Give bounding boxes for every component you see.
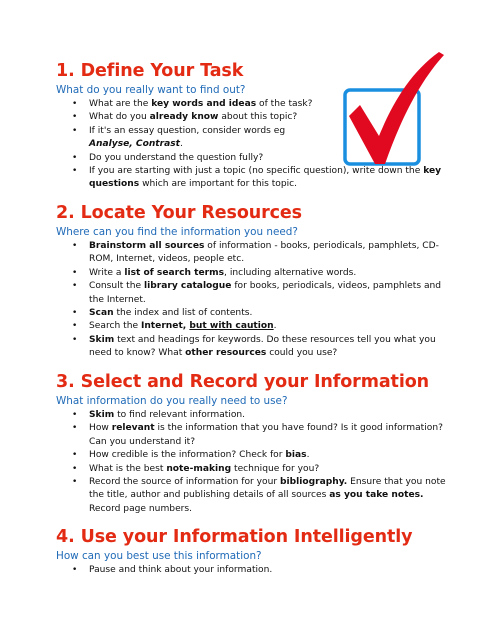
text-run: but with caution (189, 321, 274, 332)
list-item (56, 280, 448, 307)
list-item (56, 463, 448, 476)
text-run: Write a (89, 267, 125, 278)
text-run: Pause and think about your information. (89, 565, 273, 575)
text-run: If you are starting with just a topic (no specific question), write down the (89, 166, 424, 177)
text-run: Analyse, Contrast (89, 139, 181, 150)
section-question: How can you best use this information? (56, 550, 262, 562)
bullet-list (56, 564, 448, 577)
text-run: of the task? (256, 99, 313, 109)
text-run: . (273, 321, 277, 332)
text-run: Search the (89, 321, 141, 332)
text-run: Skim (89, 334, 115, 345)
red-checkmark-in-box-icon (341, 50, 445, 170)
text-run: list of search terms (124, 267, 225, 278)
list-item (56, 320, 448, 333)
text-run: bibliography. (279, 477, 348, 488)
section-heading: 4. Use your Information Intelligently (56, 527, 413, 547)
text-run: to find relevant information. (114, 410, 246, 420)
bullet-list (56, 409, 448, 516)
text-run: If it's an essay question, consider words eg (89, 125, 286, 136)
list-item (56, 409, 448, 422)
text-run: What do you (89, 112, 150, 123)
text-run: of information - books, periodicals, pamphlets, CD-ROM, Internet, videos, people etc. (89, 241, 439, 265)
text-run: key questions (89, 166, 442, 190)
section-heading: 1. Define Your Task (56, 61, 244, 81)
text-run: Skim (89, 410, 115, 420)
text-run: . (180, 139, 183, 150)
section-question: What do you really want to find out? (56, 84, 246, 96)
section-heading: 3. Select and Record your Information (56, 372, 430, 392)
section-locate-resources (56, 203, 448, 361)
text-run: for books, periodicals, videos, pamphlets and the Internet. (89, 281, 442, 305)
text-run: Internet, (140, 321, 190, 332)
list-item (56, 422, 448, 449)
text-run: other resources (185, 348, 267, 359)
section-select-record (56, 372, 448, 516)
text-run: Brainstorm all sources (89, 241, 205, 251)
text-run: Do you understand the question fully? (89, 152, 264, 163)
text-run: already know (149, 112, 219, 123)
text-run: which are important for this topic. (139, 179, 298, 190)
text-run: note-making (166, 463, 232, 474)
list-item (56, 240, 448, 267)
text-run: How credible is the information? Check for (89, 450, 286, 461)
text-run: What are the (89, 99, 152, 109)
text-run: Record the source of information for your (89, 477, 280, 488)
text-run: Consult the (89, 281, 144, 292)
text-run: as you take notes. (329, 490, 424, 501)
text-run: library catalogue (143, 281, 232, 292)
text-run: the index and list of contents. (113, 308, 253, 319)
bullet-list (56, 240, 448, 361)
text-run: How (89, 423, 112, 434)
text-run: bias (285, 450, 307, 461)
section-question: Where can you find the information you need? (56, 226, 298, 238)
list-item (56, 307, 448, 320)
text-run: technique for you? (231, 463, 320, 474)
list-item (56, 334, 448, 361)
list-item (56, 267, 448, 280)
text-run: , including alternative words. (224, 267, 357, 278)
text-run: . (306, 450, 310, 461)
text-run: about this topic? (218, 112, 298, 123)
text-run: key words and ideas (151, 99, 257, 109)
text-run: text and headings for keywords. Do these resources tell you what you need to know? What (89, 334, 436, 359)
text-run: relevant (111, 423, 155, 434)
text-run: Ensure that you note the title, author and publishing details of all sources (89, 477, 446, 501)
section-use-information (56, 527, 448, 577)
list-item (56, 476, 448, 516)
text-run: is the information that you have found? Is it good information? Can you understand it? (89, 423, 443, 447)
text-run: Scan (89, 308, 114, 319)
text-run: could you use? (266, 348, 338, 359)
list-item (56, 449, 448, 462)
section-heading: 2. Locate Your Resources (56, 203, 303, 223)
text-run: Record page numbers. (89, 503, 193, 514)
list-item (56, 564, 448, 577)
section-question: What information do you really need to use? (56, 395, 288, 407)
text-run: What is the best (89, 463, 167, 474)
